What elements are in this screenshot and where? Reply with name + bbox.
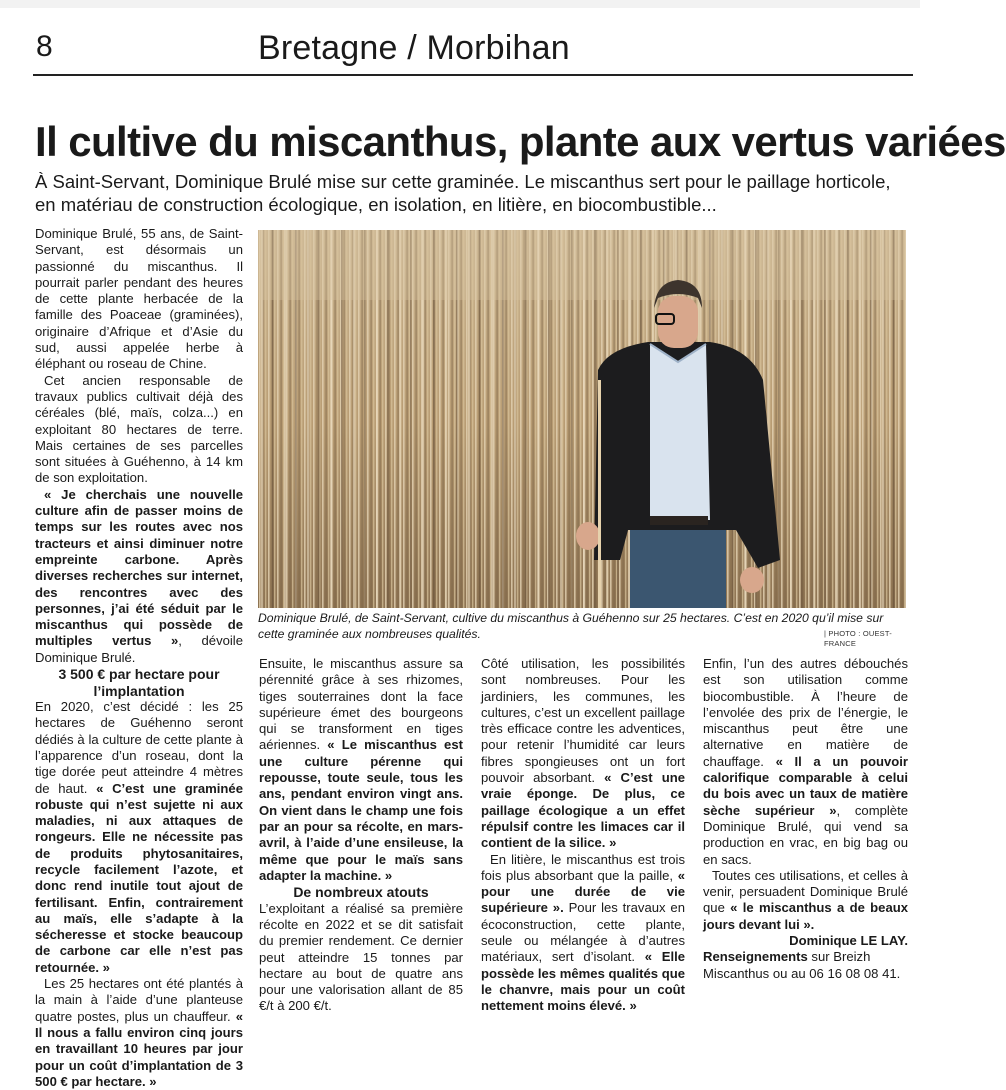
article-column-4 <box>703 656 908 982</box>
quote: « pour une durée de vie supérieure ». <box>481 867 685 916</box>
paragraph: En litière, le miscanthus est trois fois plus absorbant que la paille, « pour une durée de vie supérieure ». Pour les travaux en écoconstruction, cette plante, seule ou mélangée à d’autres matériaux, sert d’isolant. « Elle possède les mêmes qualités que le chanvre, mais pour un coût nettement moins élevé. » <box>481 851 686 1014</box>
paragraph: Enfin, l’un des autres débouchés est son utilisation comme biocombustible. À l’heure de l’envolée des prix de l’énergie, le miscanthus peut être une alternative en matière de chauffage. « Il a un pouvoir calorifique comparable à celui du bois avec un taux de matière sèche supérieur », complète Dominique Brulé, qui vend sa production en vrac, en big bag ou en sacs. <box>703 656 908 867</box>
paragraph: Côté utilisation, les possibilités sont nombreuses. Pour les jardiniers, les communes, les cultures, c’est un excellent paillage très efficace contre les adventices, pour retenir l’humidité car leurs fibres spongieuses ont un fort pouvoir absorbant. « C’est une vraie éponge. De plus, ce paillage écologique a un effet répulsif contre les limaces car il contient de la silice. » <box>481 656 685 851</box>
quote: « le miscanthus a de beaux jours devant lui ». <box>703 900 909 932</box>
paragraph: Les 25 hectares ont été plantés à la main à l’aide d’une planteuse quatre postes, plus un chauffeur. « Il nous a fallu environ cinq jours en travaillant 10 heures par jour pour un coût d’implantation de 3 500 € par hectare. » <box>35 976 243 1089</box>
header-rule <box>33 74 913 76</box>
quote: « Il a un pouvoir calorifique comparable à celui du bois avec un taux de matière sèche supérieur » <box>703 753 908 818</box>
subheading: 3 500 € par hectare pour l’implantation <box>58 666 220 699</box>
article-lede: À Saint-Servant, Dominique Brulé mise sur cette graminée. Le miscanthus sert pour le paillage horticole, en matériau de construction écologique, en isolation, en litière, en biocombustible... <box>35 171 891 215</box>
quote: « C’est une graminée robuste qui n’est sujette ni aux maladies, ni aux attaques de rongeurs. Elle ne nécessite pas de produits phytosanitaires, recycle facilement l’azote, et donc rend inutile tout ajout de fertilisant. Enfin, contrairement au maïs, elle s’adapte à la sécheresse et stocke beaucoup de carbone car elle n’est pas retournée. » <box>35 780 243 975</box>
article-photo <box>258 230 906 608</box>
photo-credit: | PHOTO : OUEST-FRANCE <box>824 629 892 648</box>
section-title: Bretagne / Morbihan <box>258 29 570 67</box>
paragraph: Dominique Brulé, 55 ans, de Saint-Servant, est désormais un passionné du miscanthus. Il pourrait parler pendant des heures de cette plante herbacée de la famille des Poaceae (graminées), originaire d’Afrique et d’Asie du sud, aussi appelée herbe à éléphant ou roseau de Chine. <box>35 226 243 372</box>
miscanthus-field-photo <box>258 230 906 608</box>
author-signature: Dominique LE LAY. <box>789 933 908 949</box>
quote: « Le miscanthus est une culture pérenne qui repousse, toute seule, tous les ans, pendant environ vingt ans. On vient dans le champ une fois par an pour sa récolte, en mars-avril, à l’aide d’une ensileuse, la même que pour le maïs sans adapter la machine. » <box>259 737 463 883</box>
paragraph: Toutes ces utilisations, et celles à venir, persuadent Dominique Brulé que « le miscanthus a de beaux jours devant lui ». <box>703 867 909 932</box>
page-number: 8 <box>36 30 53 63</box>
article-column-3 <box>481 656 685 1015</box>
paragraph: L’exploitant a réalisé sa première récolte en 2022 et se dit satisfait du premier rendement. Ce dernier peut atteindre 15 tonnes par hectare au bout de quatre ans pour une valorisation allant de 85 €/t à 200 €/t. <box>259 900 463 1014</box>
paragraph: Cet ancien responsable de travaux publics cultivait déjà des céréales (blé, maïs, colza...) en exploitant 80 hectares de terre. Mais certaines de ses parcelles sont situées à Guéhenno, à 14 km de son exploitation. <box>35 372 243 486</box>
article-headline: Il cultive du miscanthus, plante aux vertus variées <box>35 118 1006 165</box>
page-top-edge <box>0 0 920 8</box>
article-column-1 <box>35 226 243 1090</box>
paragraph <box>35 487 243 666</box>
photo-caption: Dominique Brulé, de Saint-Servant, cultive du miscanthus à Guéhenno sur 25 hectares. C’est en 2020 qu’il mise sur cette graminée aux nombreuses qualités. <box>258 611 884 641</box>
attribution: , dévoile Dominique Brulé. <box>35 633 243 665</box>
paragraph: Ensuite, le miscanthus assure sa pérennité grâce à ses rhizomes, tiges souterraines dont la face supérieure émet des bourgeons qui se transforment en tiges aériennes. « Le miscanthus est une culture pérenne qui repousse, toute seule, tous les ans, pendant environ vingt ans. On vient dans le champ une fois par an pour sa récolte, en mars-avril, à l’aide d’une ensileuse, la même que pour le maïs sans adapter la machine. » <box>259 656 463 883</box>
contact-info: Renseignements sur Breizh Miscanthus ou au 06 16 08 08 41. <box>703 949 901 981</box>
paragraph: En 2020, c’est décidé : les 25 hectares de Guéhenno seront dédiés à la culture de cette plante à l’apparence d’un roseau, dont la tige dorée peut atteindre 4 mètres de haut. « C’est une graminée robuste qui n’est sujette ni aux maladies, ni aux attaques de rongeurs. Elle ne nécessite pas de produits phytosanitaires, recycle facilement l’azote, et donc rend inutile tout ajout de fertilisant. Enfin, contrairement au maïs, elle s’adapte à la sécheresse et stocke beaucoup de carbone car elle n’est pas retournée. » <box>35 699 243 975</box>
quote: « Je cherchais une nouvelle culture afin de passer moins de temps sur les routes avec nos tracteurs et ainsi diminuer notre empreinte carbone. Après diverses recherches sur internet, des rencontres avec des personnes, j’ai été séduit par le miscanthus qui possède de multiples vertus » <box>35 486 243 649</box>
article-column-2 <box>259 656 463 1015</box>
quote: « Elle possède les mêmes qualités que le chanvre, mais pour un coût nettement moins élevé. » <box>481 949 686 1014</box>
quote: « C’est une vraie éponge. De plus, ce paillage écologique a un effet répulsif contre les limaces car il contient de la silice. » <box>481 770 685 851</box>
subheading: De nombreux atouts <box>293 884 429 901</box>
quote: « Il nous a fallu environ cinq jours en travaillant 10 heures par jour pour un coût d’implantation de 3 500 € par hectare. » <box>35 1008 243 1089</box>
